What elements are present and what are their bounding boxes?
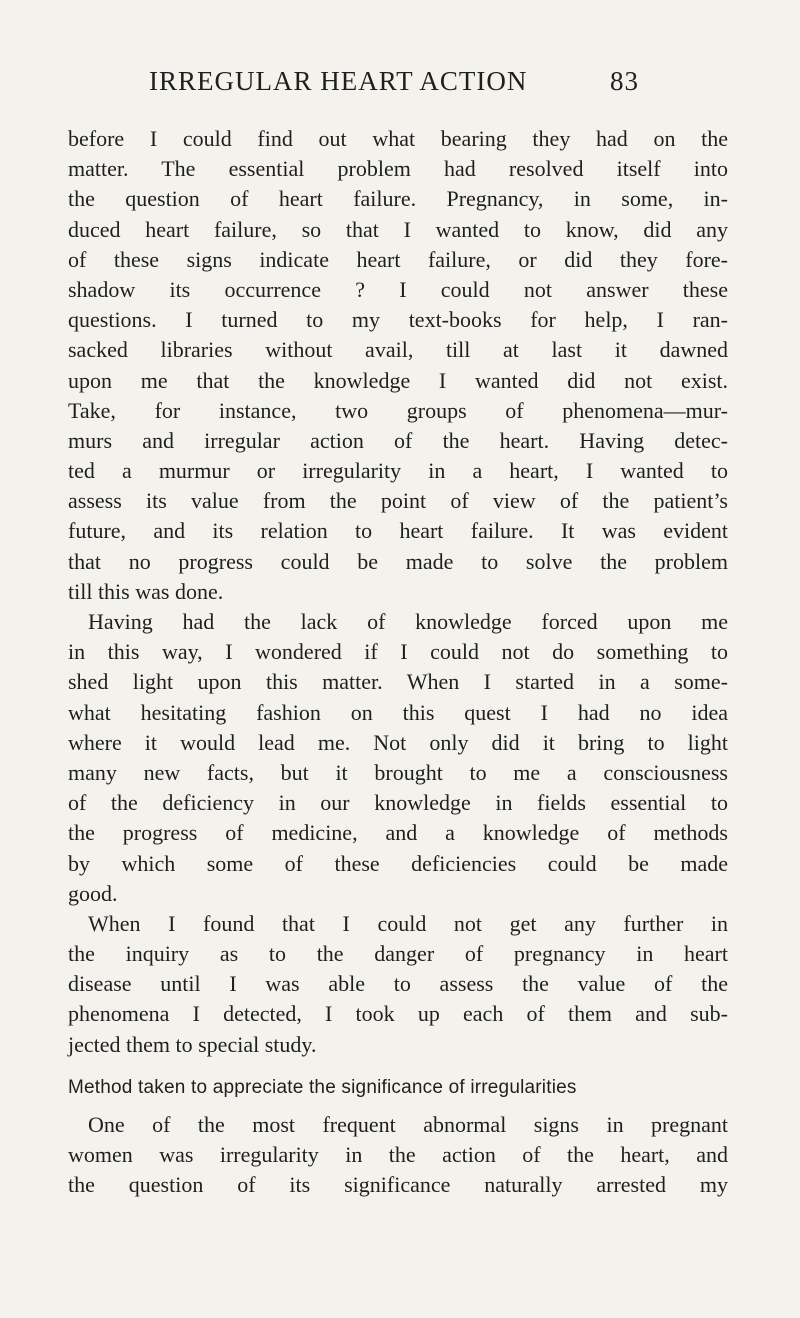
text-line: where it would lead me. Not only did it bring to light <box>68 729 728 755</box>
text-line: disease until I was able to assess the value of the <box>68 971 728 997</box>
section-subheading: Method taken to appreciate the significance of irregularities <box>68 1076 577 1098</box>
running-head: IRREGULAR HEART ACTION <box>149 66 528 96</box>
text-line: questions. I turned to my text-books for help, I ran- <box>68 307 728 333</box>
text-line: the question of heart failure. Pregnancy, in some, in- <box>68 186 728 212</box>
text-line: ted a murmur or irregularity in a heart, I wanted to <box>68 458 728 484</box>
text-line: by which some of these deficiencies could be made <box>68 850 728 876</box>
section-gap <box>68 1060 728 1072</box>
text-line: future, and its relation to heart failure. It was evident <box>68 518 728 544</box>
text-line: good. <box>68 880 118 906</box>
text-line: duced heart failure, so that I wanted to know, did any <box>68 216 728 242</box>
paragraph-2 <box>68 607 728 909</box>
paragraph-3 <box>68 909 728 1060</box>
text-line: in this way, I wondered if I could not do something to <box>68 639 728 665</box>
text-line: before I could find out what bearing they had on the <box>68 126 728 151</box>
body-text <box>68 124 728 1200</box>
text-line: murs and irregular action of the heart. Having detec- <box>68 427 728 453</box>
paragraph-1 <box>68 124 728 607</box>
text-line: jected them to special study. <box>68 1031 317 1057</box>
text-line: women was irregularity in the action of the heart, and <box>68 1142 728 1167</box>
text-line: Take, for instance, two groups of phenomena—mur- <box>68 397 728 423</box>
text-line: When I found that I could not get any further in <box>88 910 728 936</box>
text-line: sacked libraries without avail, till at last it dawned <box>68 337 728 363</box>
text-line: shadow its occurrence ? I could not answer these <box>68 276 728 302</box>
page-number: 83 <box>610 66 639 96</box>
text-line: what hesitating fashion on this quest I had no idea <box>68 699 728 725</box>
text-line: assess its value from the point of view of the patient’s <box>68 488 728 514</box>
text-line: many new facts, but it brought to me a consciousness <box>68 759 728 785</box>
text-line: till this was done. <box>68 578 224 604</box>
text-line: upon me that the knowledge I wanted did not exist. <box>68 367 728 393</box>
text-line: phenomena I detected, I took up each of them and sub- <box>68 1001 728 1027</box>
text-line: of the deficiency in our knowledge in fields essential to <box>68 790 728 816</box>
page-header <box>0 66 800 106</box>
text-line: matter. The essential problem had resolved itself into <box>68 156 728 182</box>
text-line: the question of its significance naturally arrested my <box>68 1172 728 1198</box>
text-line: of these signs indicate heart failure, or did they fore- <box>68 246 728 272</box>
text-line: One of the most frequent abnormal signs in pregnant <box>88 1111 728 1137</box>
text-line: the progress of medicine, and a knowledge of methods <box>68 820 728 846</box>
text-line: the inquiry as to the danger of pregnancy in heart <box>68 941 728 967</box>
text-line: that no progress could be made to solve the problem <box>68 548 728 574</box>
text-line: Having had the lack of knowledge forced upon me <box>88 609 728 634</box>
paragraph-4 <box>68 1110 728 1201</box>
text-line: shed light upon this matter. When I started in a some- <box>68 669 728 695</box>
